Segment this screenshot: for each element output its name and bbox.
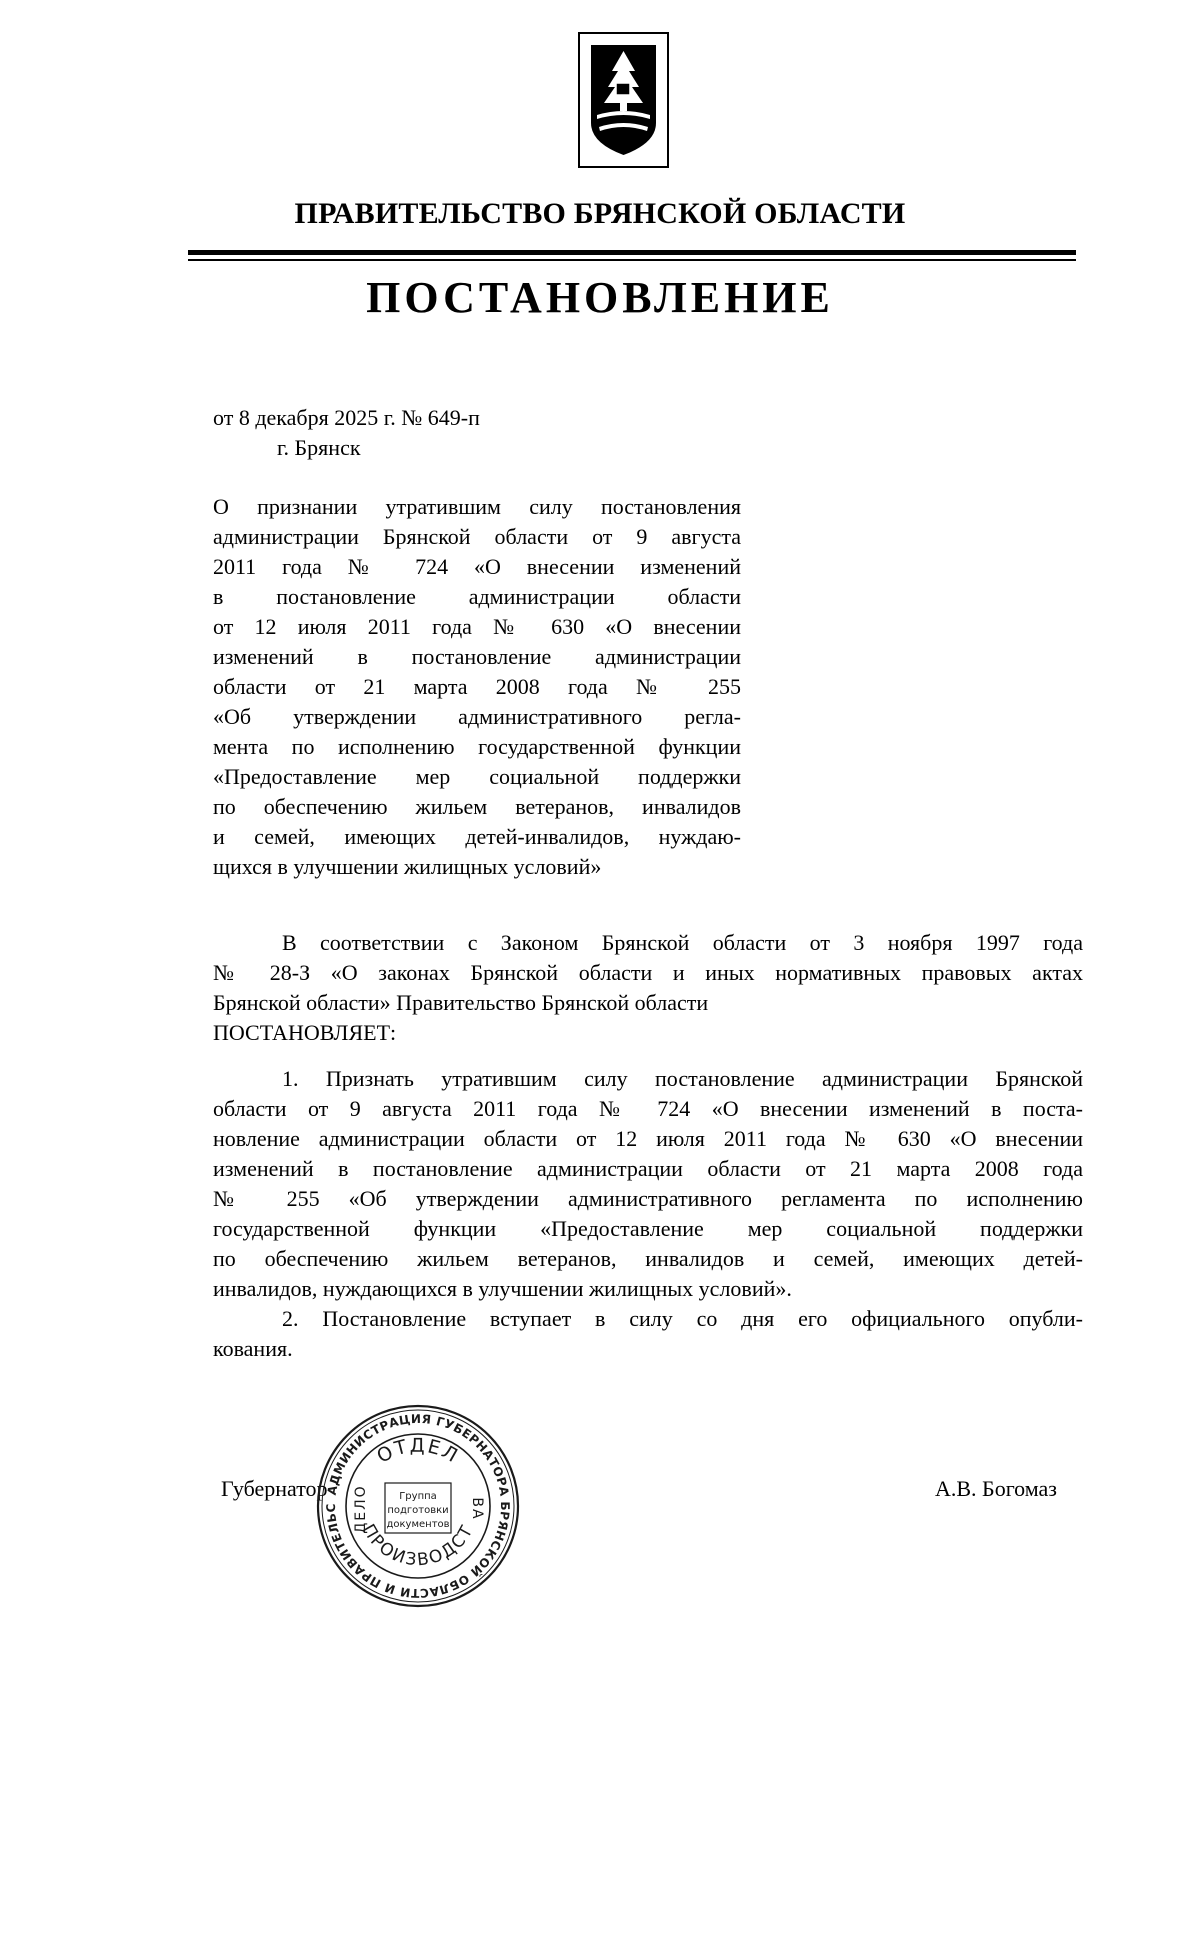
stamp-center-line: подготовки	[387, 1505, 449, 1516]
title-line: «Об утверждении административного регла-	[213, 704, 741, 729]
item2-line: 2. Постановление вступает в силу со дня его официального опубли-	[282, 1306, 1083, 1331]
place-line: г. Брянск	[277, 435, 361, 460]
organization-title: ПРАВИТЕЛЬСТВО БРЯНСКОЙ ОБЛАСТИ	[294, 197, 906, 230]
stamp-dept-top: ОТДЕЛ	[373, 1434, 463, 1468]
svg-text:ОТДЕЛ	[373, 1435, 463, 1468]
title-line: от 12 июля 2011 года № 630 «О внесении	[213, 614, 741, 639]
bryansk-coat-of-arms-icon	[577, 31, 670, 169]
stamp-dept-bottom: ПРОИЗВОДСТ	[357, 1520, 479, 1571]
stamp-dept-left: ДЕЛО	[353, 1484, 369, 1534]
preamble-line: № 28-З «О законах Брянской области и иных нормативных правовых актах	[213, 960, 1083, 985]
item1-line: № 255 «Об утверждении административного регламента по исполнению	[213, 1186, 1083, 1211]
item1-line: изменений в постановление администрации области от 21 марта 2008 года	[213, 1156, 1083, 1181]
item1-line: новление администрации области от 12 июля 2011 года № 630 «О внесении	[213, 1126, 1083, 1151]
stamp-center-line: Группа	[399, 1491, 437, 1502]
coat-of-arms	[577, 31, 670, 169]
decree-word: ПОСТАНОВЛЯЕТ:	[213, 1020, 397, 1045]
title-line: изменений в постановление администрации	[213, 644, 741, 669]
title-line: и семей, имеющих детей-инвалидов, нуждаю-	[213, 824, 741, 849]
title-line: «Предоставление мер социальной поддержки	[213, 764, 741, 789]
title-line: 2011 года № 724 «О внесении изменений	[213, 554, 741, 579]
date-number-line: от 8 декабря 2025 г. № 649-п	[213, 405, 480, 430]
title-line: щихся в улучшении жилищных условий»	[213, 854, 602, 879]
item1-line: инвалидов, нуждающихся в улучшении жилищных условий».	[213, 1276, 792, 1301]
title-line: администрации Брянской области от 9 августа	[213, 524, 741, 549]
title-line: области от 21 марта 2008 года № 255	[213, 674, 741, 699]
header-rule-thick	[188, 250, 1076, 255]
item1-line: по обеспечению жильем ветеранов, инвалидов и семей, имеющих детей-	[213, 1246, 1083, 1271]
title-line: в постановление администрации области	[213, 584, 741, 609]
header-rule-thin	[188, 259, 1076, 261]
signatory-position: Губернатор	[221, 1476, 328, 1501]
signatory-name: А.В. Богомаз	[935, 1476, 1057, 1501]
item2-line: кования.	[213, 1336, 293, 1361]
document-type: ПОСТАНОВЛЕНИЕ	[366, 273, 834, 322]
item1-line: 1. Признать утратившим силу постановление администрации Брянской	[282, 1066, 1083, 1091]
preamble-line: Брянской области» Правительство Брянской области	[213, 990, 709, 1015]
stamp-outer-text: АДМИНИСТРАЦИЯ ГУБЕРНАТОРА БРЯНСКОЙ ОБЛАСТИ И ПРАВИТЕЛЬС	[323, 1411, 513, 1601]
official-stamp	[313, 1401, 523, 1611]
title-line: мента по исполнению государственной функции	[213, 734, 741, 759]
title-line: по обеспечению жильем ветеранов, инвалидов	[213, 794, 741, 819]
title-line: О признании утратившим силу постановления	[213, 494, 741, 519]
stamp-dept-right: ВА	[469, 1497, 485, 1521]
stamp-seal-icon	[313, 1401, 523, 1611]
item1-line: государственной функции «Предоставление мер социальной поддержки	[213, 1216, 1083, 1241]
stamp-center-line: документов	[386, 1519, 450, 1530]
item1-line: области от 9 августа 2011 года № 724 «О внесении изменений в поста-	[213, 1096, 1083, 1121]
preamble-line: В соответствии с Законом Брянской области от 3 ноября 1997 года	[282, 930, 1083, 955]
